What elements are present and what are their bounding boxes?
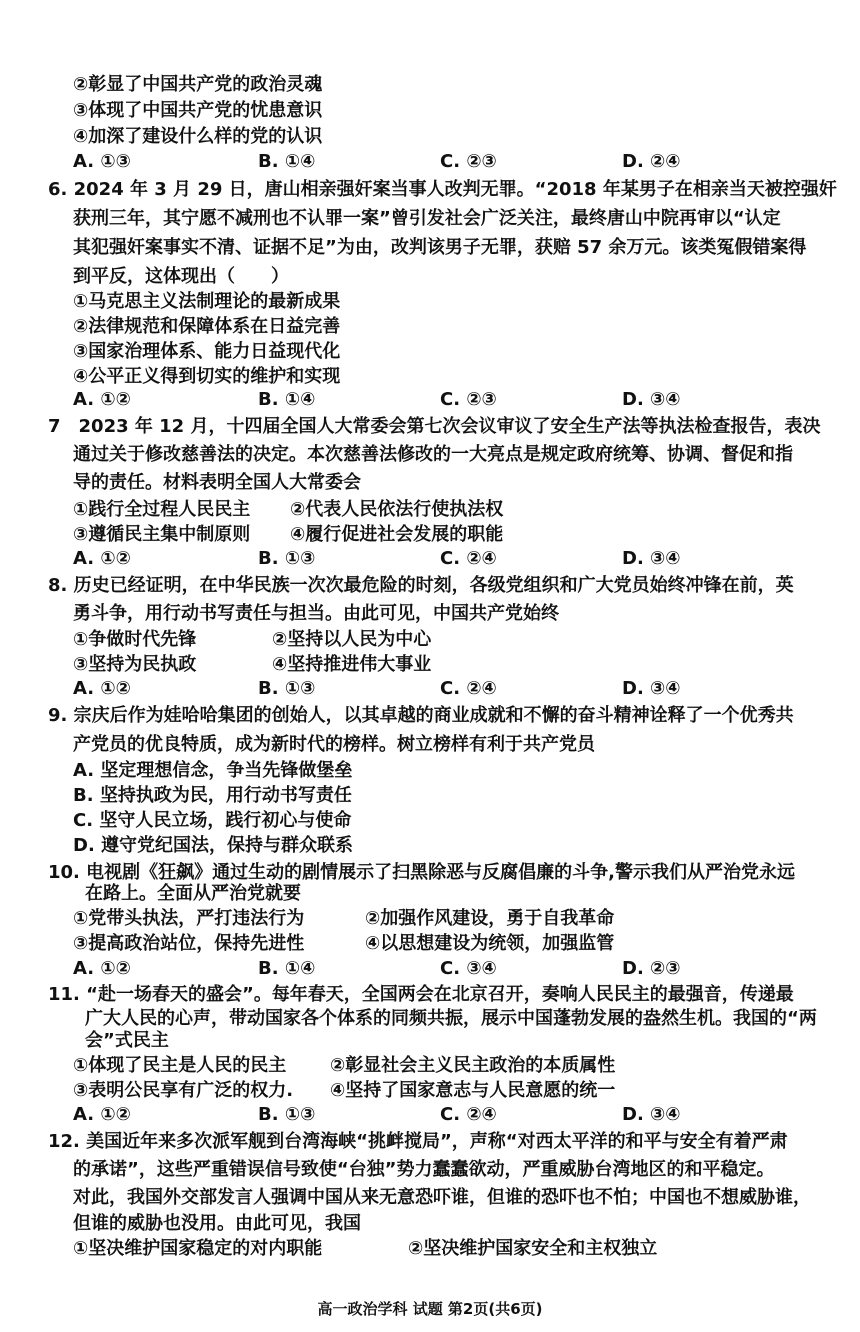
q5-option-b: B. ①④ (258, 151, 316, 172)
q12-stem-line-4: 但谁的威胁也没用。由此可见，我国 (73, 1213, 361, 1234)
q11-item-1: ①体现了民主是人民的民主 (73, 1055, 287, 1076)
q7-stem-line-3: 导的责任。材料表明全国人大常委会 (73, 472, 361, 493)
q10-option-b: B. ①④ (258, 958, 316, 979)
q8-item-4: ④坚持推进伟大事业 (272, 654, 432, 675)
q5-item-2: ②彰显了中国共产党的政治灵魂 (73, 74, 323, 95)
q9-choice-b: B. 坚持执政为民，用行动书写责任 (73, 785, 352, 806)
q7-item-2: ②代表人民依法行使执法权 (290, 499, 504, 520)
q5-item-3: ③体现了中国共产党的忧患意识 (73, 100, 323, 121)
q9-choice-d: D. 遵守党纪国法，保持与群众联系 (73, 835, 354, 856)
q5-option-d: D. ②④ (622, 151, 681, 172)
q7-item-1: ①践行全过程人民民主 (73, 499, 251, 520)
q7-item-4: ④履行促进社会发展的职能 (290, 524, 504, 545)
q7-option-c: C. ②④ (440, 548, 497, 569)
q6-option-c: C. ②③ (440, 389, 497, 410)
q10-option-d: D. ②③ (622, 958, 681, 979)
q11-stem-line-3: 会”式民主 (85, 1030, 169, 1051)
q8-option-b: B. ①③ (258, 678, 316, 699)
q8-stem-line-1: 8. 历史已经证明，在中华民族一次次最危险的时刻，各级党组织和广大党员始终冲锋在前，英 (48, 575, 794, 596)
q8-option-d: D. ③④ (622, 678, 681, 699)
q11-option-a: A. ①② (73, 1104, 131, 1125)
q7-option-d: D. ③④ (622, 548, 681, 569)
q10-item-4: ④以思想建设为统领，加强监管 (365, 933, 615, 954)
q6-item-4: ④公平正义得到切实的维护和实现 (73, 366, 341, 387)
q11-stem-line-1: 11. “赴一场春天的盛会”。每年春天，全国两会在北京召开，奏响人民民主的最强音，传递最 (48, 984, 794, 1005)
q8-item-1: ①争做时代先锋 (73, 629, 197, 650)
q6-item-2: ②法律规范和保障体系在日益完善 (73, 316, 341, 337)
q6-item-3: ③国家治理体系、能力日益现代化 (73, 341, 341, 362)
q7-option-a: A. ①② (73, 548, 131, 569)
q10-stem-line-2: 在路上。全面从严治党就要 (85, 883, 301, 904)
q8-item-2: ②坚持以人民为中心 (272, 629, 432, 650)
q6-stem-line-1: 6. 2024 年 3 月 29 日，唐山相亲强奸案当事人改判无罪。“2018 年某男子在相亲当天被控强奸 (48, 179, 837, 200)
q12-item-2: ②坚决维护国家安全和主权独立 (408, 1238, 658, 1259)
q6-option-b: B. ①④ (258, 389, 316, 410)
q11-item-4: ④坚持了国家意志与人民意愿的统一 (330, 1080, 616, 1101)
q11-item-2: ②彰显社会主义民主政治的本质属性 (330, 1055, 616, 1076)
q7-option-b: B. ①③ (258, 548, 316, 569)
q12-item-1: ①坚决维护国家稳定的对内职能 (73, 1238, 323, 1259)
q11-item-3: ③表明公民享有广泛的权力. (73, 1080, 294, 1101)
q6-option-a: A. ①② (73, 389, 131, 410)
q6-option-d: D. ③④ (622, 389, 681, 410)
q9-stem-line-2: 产党员的优良特质，成为新时代的榜样。树立榜样有利于共产党员 (73, 734, 595, 755)
q11-option-d: D. ③④ (622, 1104, 681, 1125)
q8-option-a: A. ①② (73, 678, 131, 699)
q5-option-c: C. ②③ (440, 151, 497, 172)
q9-stem-line-1: 9. 宗庆后作为娃哈哈集团的创始人，以其卓越的商业成就和不懈的奋斗精神诠释了一个优秀共 (48, 705, 794, 726)
q11-stem-line-2: 广大人民的心声，带动国家各个体系的同频共振，展示中国蓬勃发展的盎然生机。我国的“两 (85, 1008, 817, 1029)
q5-item-4: ④加深了建设什么样的党的认识 (73, 126, 323, 147)
page-footer: 高一政治学科 试题 第2页(共6页) (317, 1300, 543, 1318)
q11-option-b: B. ①③ (258, 1104, 316, 1125)
q10-option-a: A. ①② (73, 958, 131, 979)
q5-option-a: A. ①③ (73, 151, 131, 172)
q11-option-c: C. ②④ (440, 1104, 497, 1125)
q10-item-2: ②加强作风建设，勇于自我革命 (365, 908, 615, 929)
q10-option-c: C. ③④ (440, 958, 497, 979)
q6-stem-line-2: 获刑三年，其宁愿不减刑也不认罪一案”曾引发社会广泛关注，最终唐山中院再审以“认定 (73, 208, 781, 229)
q6-stem-line-4: 到平反，这体现出（ ） (73, 266, 289, 287)
q7-stem-line-2: 通过关于修改慈善法的决定。本次慈善法修改的一大亮点是规定政府统筹、协调、督促和指 (73, 444, 793, 465)
q9-choice-a: A. 坚定理想信念，争当先锋做堡垒 (73, 760, 353, 781)
q10-item-3: ③提高政治站位，保持先进性 (73, 933, 305, 954)
q12-stem-line-2: 的承诺”，这些严重错误信号致使“台独”势力蠢蠢欲动，严重威胁台湾地区的和平稳定。 (73, 1159, 775, 1180)
q10-item-1: ①党带头执法，严打违法行为 (73, 908, 305, 929)
q6-item-1: ①马克思主义法制理论的最新成果 (73, 291, 341, 312)
q12-stem-line-3: 对此，我国外交部发言人强调中国从来无意恐吓谁，但谁的恐吓也不怕；中国也不想威胁谁， (73, 1187, 811, 1208)
q6-stem-line-3: 其犯强奸案事实不清、证据不足”为由，改判该男子无罪，获赔 57 余万元。该类冤假错案得 (73, 237, 807, 258)
q7-stem-line-1: 7 2023 年 12 月，十四届全国人大常委会第七次会议审议了安全生产法等执法检查报告，表决 (48, 416, 821, 437)
q8-item-3: ③坚持为民执政 (73, 654, 197, 675)
q12-stem-line-1: 12. 美国近年来多次派军舰到台湾海峡“挑衅搅局”，声称“对西太平洋的和平与安全有着严肃 (48, 1131, 788, 1152)
q7-item-3: ③遵循民主集中制原则 (73, 524, 251, 545)
q8-stem-line-2: 勇斗争，用行动书写责任与担当。由此可见，中国共产党始终 (73, 603, 559, 624)
q9-choice-c: C. 坚守人民立场，践行初心与使命 (73, 810, 352, 831)
q10-stem-line-1: 10. 电视剧《狂飙》通过生动的剧情展示了扫黑除恶与反腐倡廉的斗争,警示我们从严治党永远 (48, 862, 795, 883)
q8-option-c: C. ②④ (440, 678, 497, 699)
